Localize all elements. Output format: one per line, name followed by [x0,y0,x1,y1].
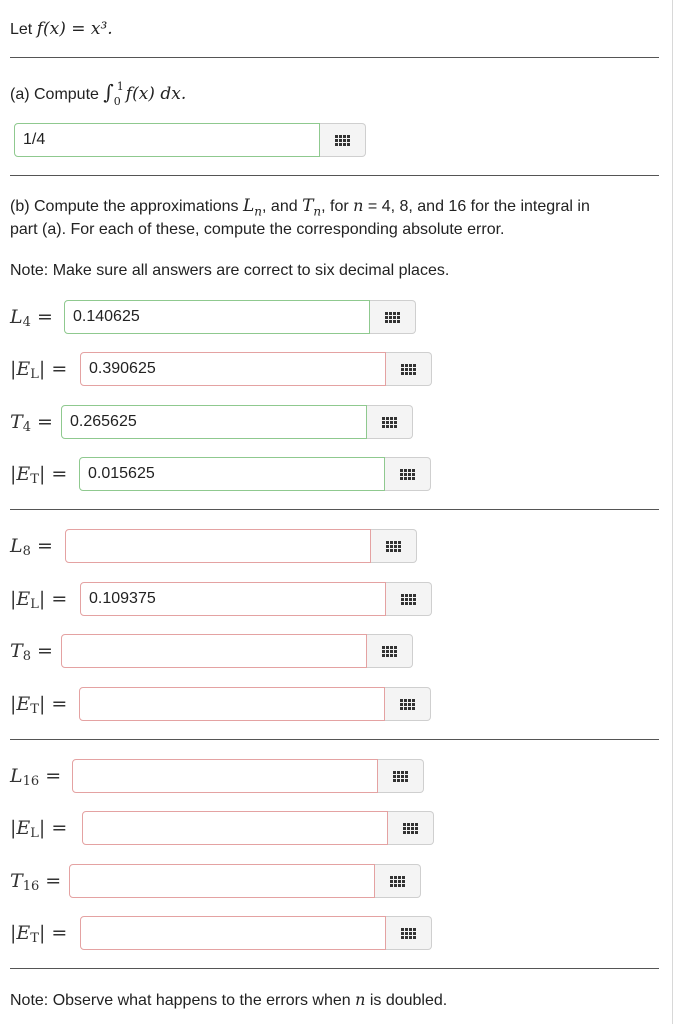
row-label: $|E_L|$ = [10,588,68,612]
answer-a-input[interactable]: 1/4 [14,123,320,157]
divider [10,739,659,740]
grid-icon [401,364,416,375]
part-b-text: , and [262,198,303,215]
grid-icon [390,876,405,887]
grid-icon [401,594,416,605]
row-label: $|E_L|$ = [10,358,68,382]
intro-function: f(x) = x³. [36,19,113,39]
grid-icon [335,135,350,146]
row-label: $L_4$ = [10,306,53,330]
footer-suffix: is doubled. [365,992,448,1009]
answer-input[interactable] [79,687,385,721]
divider [10,968,659,969]
row-label: $|E_T|$ = [10,693,68,717]
matrix-button[interactable] [320,123,366,157]
row-label: $T_4$ = [10,411,53,435]
answer-input[interactable] [69,864,375,898]
matrix-button[interactable] [370,300,416,334]
grid-icon [400,469,415,480]
answer-input[interactable]: 0.390625 [80,352,386,386]
grid-icon [401,928,416,939]
footer-note [10,988,447,1013]
matrix-button[interactable] [388,811,434,845]
matrix-button[interactable] [371,529,417,563]
matrix-button[interactable] [385,687,431,721]
matrix-button[interactable] [367,405,413,439]
part-b-line2: part (a). For each of these, compute the corresponding absolute error. [10,221,505,238]
footer-n: n [355,990,366,1009]
part-b-note: Note: Make sure all answers are correct to six decimal places. [10,262,450,279]
grid-icon [382,417,397,428]
divider [10,509,659,510]
matrix-button[interactable] [386,582,432,616]
answer-input[interactable]: 0.140625 [64,300,370,334]
part-a-prompt [10,80,186,107]
row-label: $|E_T|$ = [10,463,68,487]
grid-icon [403,823,418,834]
L-symbol: L [243,196,255,216]
part-b-text: = 4, 8, and 16 for the integral in [363,198,590,215]
answer-input[interactable] [72,759,378,793]
integral-limits [113,80,126,108]
grid-icon [393,771,408,782]
integrand: f(x) dx. [125,84,187,104]
matrix-button[interactable] [367,634,413,668]
answer-input[interactable]: 0.015625 [79,457,385,491]
integral-sign: ∫ [103,80,114,104]
grid-icon [386,541,401,552]
footer-prefix: Note: Observe what happens to the errors when [10,992,356,1009]
matrix-button[interactable] [378,759,424,793]
part-b-text: , for [321,198,354,215]
divider [10,175,659,176]
intro-line [10,17,113,42]
grid-icon [385,312,400,323]
answer-input[interactable] [82,811,388,845]
matrix-button[interactable] [375,864,421,898]
T-symbol: T [302,196,314,216]
part-a-prompt-text: (a) Compute [10,86,104,103]
T-n: $T_n$ [302,196,322,219]
L-n: $L_n$ [243,196,263,219]
matrix-button[interactable] [386,352,432,386]
answer-input[interactable]: 0.109375 [80,582,386,616]
row-label: $L_{16}$ = [10,765,62,789]
integral-upper: 1 [116,80,124,93]
answer-input[interactable]: 0.265625 [61,405,367,439]
answer-input[interactable] [80,916,386,950]
integral-lower: 0 [113,95,121,108]
divider [10,57,659,58]
grid-icon [400,699,415,710]
row-label: $L_8$ = [10,535,53,559]
matrix-button[interactable] [385,457,431,491]
intro-prefix: Let [10,21,37,38]
n-symbol: n [353,196,364,215]
row-label: $|E_T|$ = [10,922,68,946]
row-label: $T_{16}$ = [10,870,62,894]
grid-icon [382,646,397,657]
row-label: $|E_L|$ = [10,817,68,841]
answer-input[interactable] [65,529,371,563]
part-b-text: (b) Compute the approximations [10,198,243,215]
answer-input[interactable] [61,634,367,668]
matrix-button[interactable] [386,916,432,950]
row-label: $T_8$ = [10,640,53,664]
